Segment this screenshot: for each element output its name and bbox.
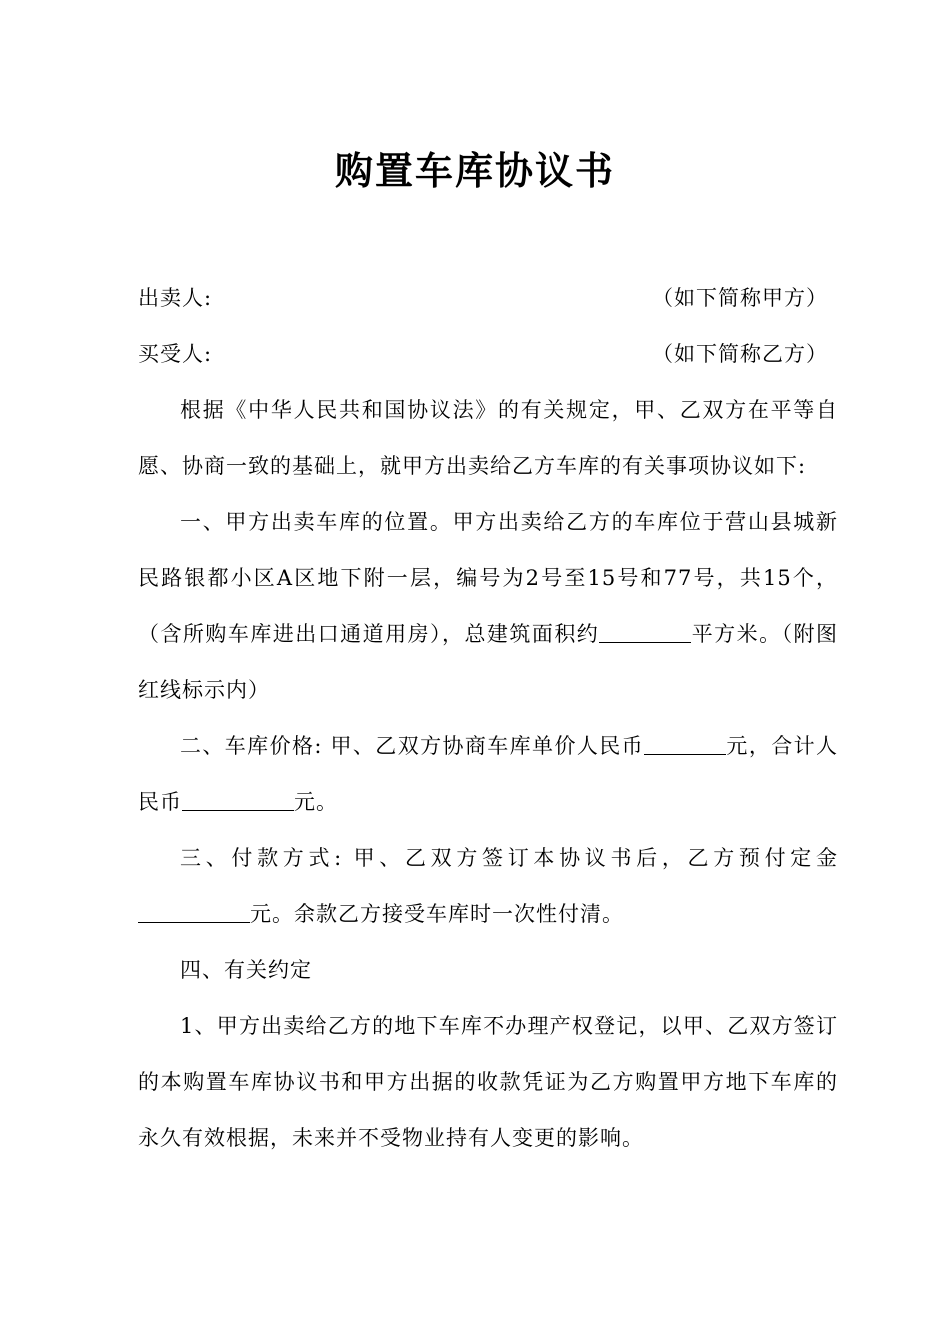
clause-1-paragraph (138, 494, 838, 718)
buyer-note: （如下简称乙方） (652, 342, 828, 366)
unit-price-blank (644, 734, 726, 755)
intro-paragraph: 根据《中华人民共和国协议法》的有关规定，甲、乙双方在平等自愿、协商一致的基础上，就甲方出卖给乙方车库的有关事项协议如下: (138, 398, 838, 478)
buyer-row (138, 326, 838, 382)
clause-1-text-a: 一、甲方出卖车库的位置。甲方出卖给乙方的车库位于营山县城新民路银都小区A区地下附一层，编号为2号至15号和77号，共15个，（含所购车库进出口通道用房），总建筑面积约 (138, 510, 838, 646)
clause-2-paragraph (138, 718, 838, 830)
clause-3-text-a: 三、付款方式: 甲、乙双方签订本协议书后，乙方预付定金 (180, 846, 838, 870)
seller-label: 出卖人: (138, 286, 213, 310)
clause-4-item-1: 1、甲方出卖给乙方的地下车库不办理产权登记，以甲、乙双方签订的本购置车库协议书和甲方出据的收款凭证为乙方购置甲方地下车库的永久有效根据，未来并不受物业持有人变更的影响。 (138, 1014, 838, 1150)
clause-4-heading: 四、有关约定 (180, 958, 312, 982)
document-body (138, 270, 838, 1166)
area-blank (599, 622, 691, 643)
total-price-blank (182, 790, 294, 811)
seller-row (138, 270, 838, 326)
clause-2-text-b: 元，合计人民币 (138, 734, 839, 814)
clause-3-paragraph (138, 830, 838, 942)
buyer-label: 买受人: (138, 342, 213, 366)
document-title: 购置车库协议书 (334, 148, 615, 193)
deposit-blank (138, 902, 250, 923)
clause-3-text-b: 元。余款乙方接受车库时一次性付清。 (250, 902, 624, 926)
seller-note: （如下简称甲方） (652, 286, 828, 310)
clause-2-text-c: 元。 (294, 790, 338, 814)
clause-2-text-a: 二、车库价格: 甲、乙双方协商车库单价人民币 (180, 734, 645, 758)
clause-1-text-b: 平方米。（附图红线标示内） (138, 622, 838, 702)
